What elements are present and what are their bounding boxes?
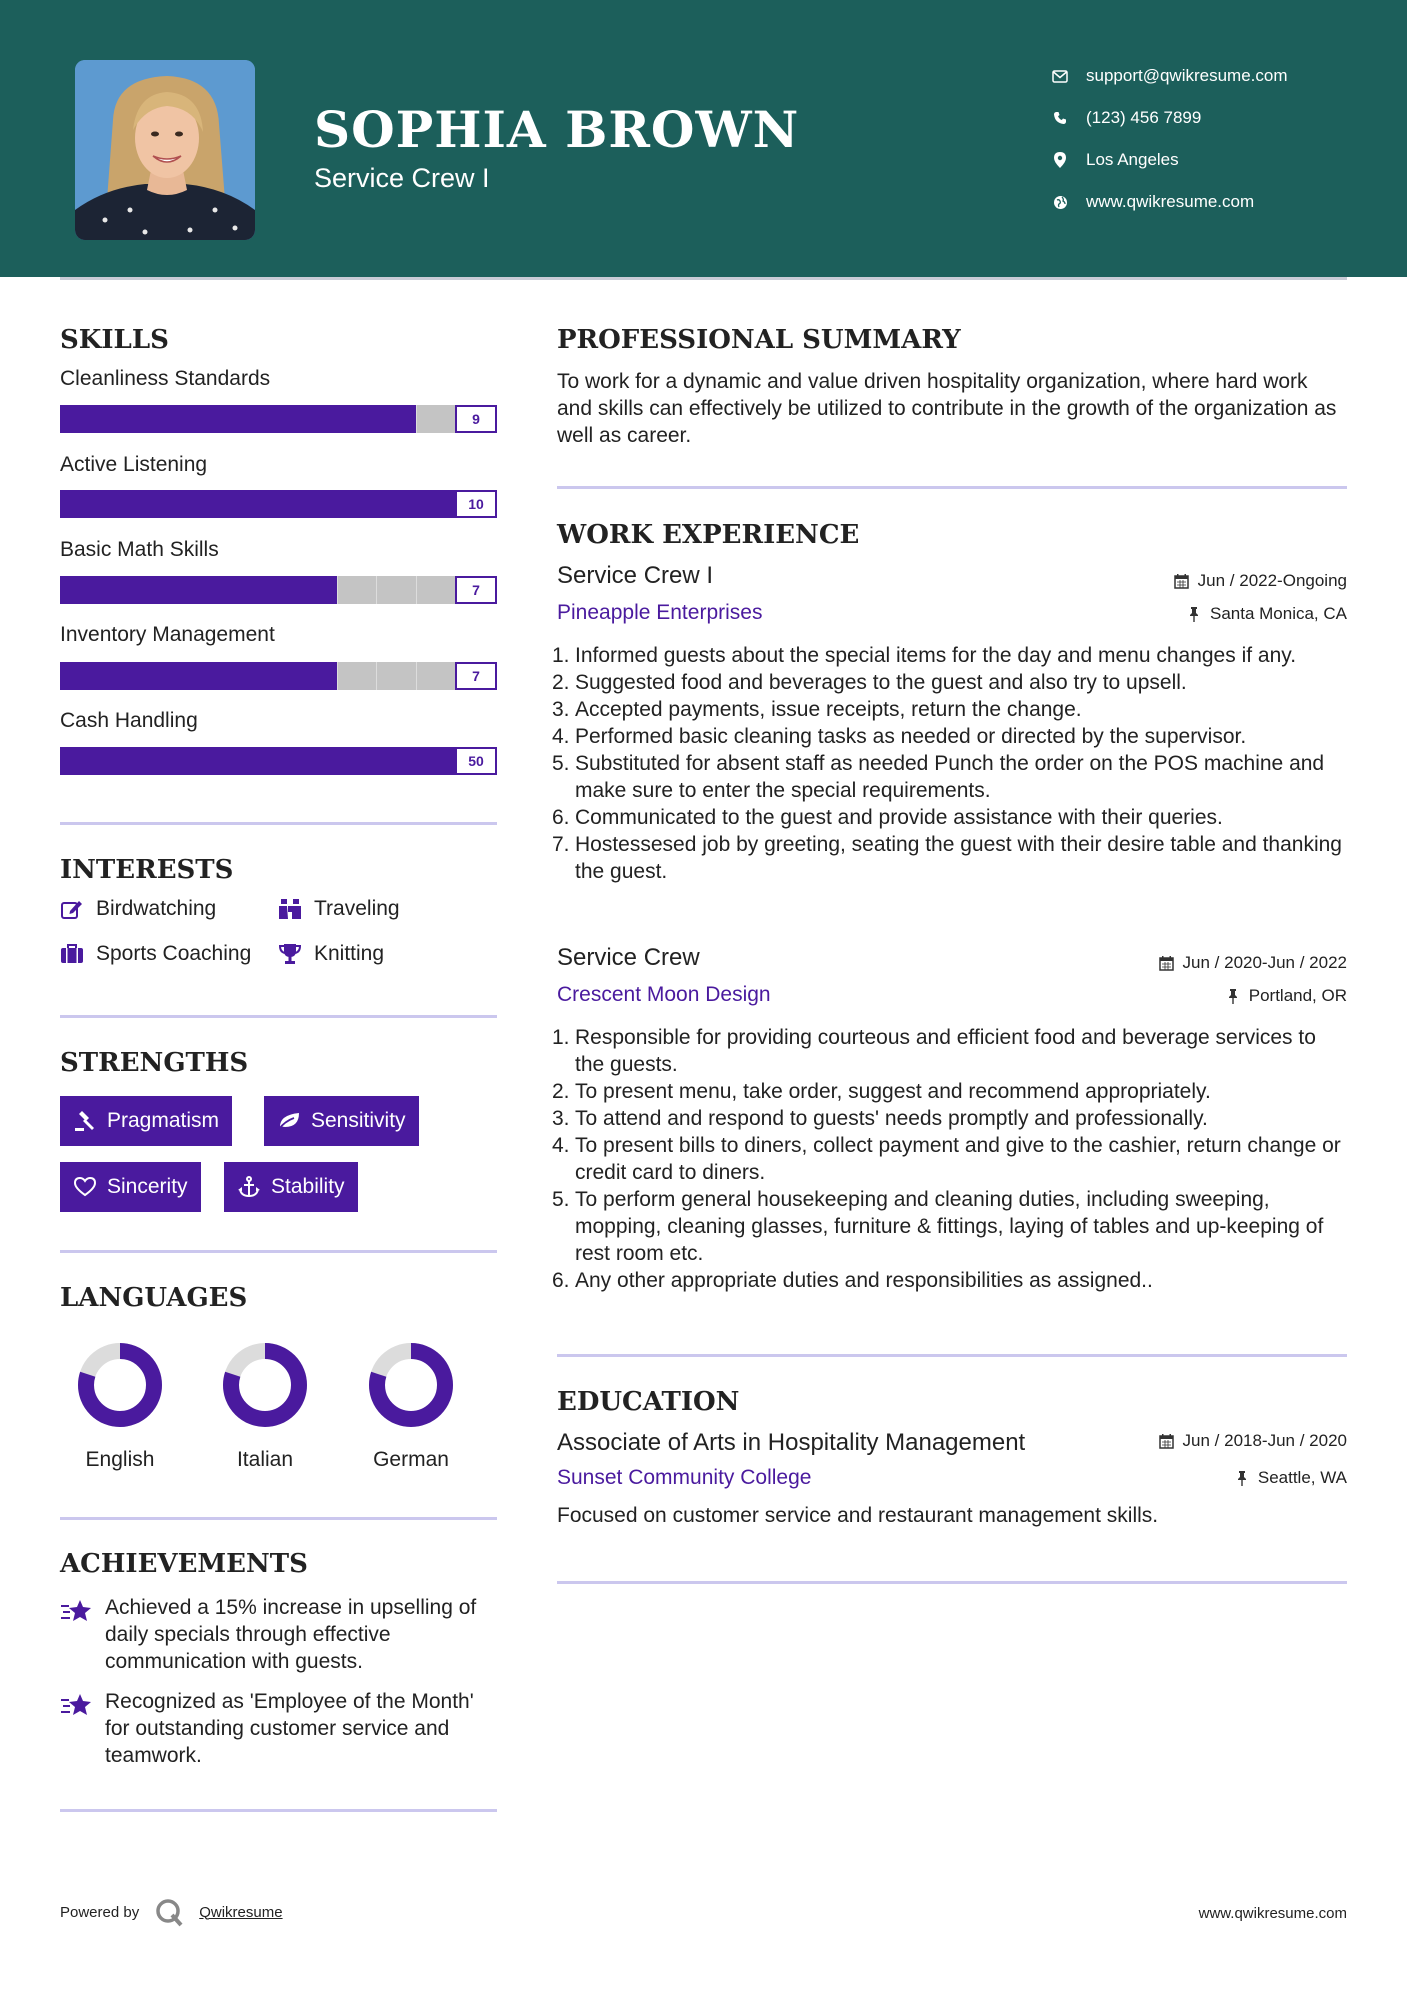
summary-heading: PROFESSIONAL SUMMARY: [557, 325, 961, 355]
skill-name: Basic Math Skills: [60, 538, 219, 561]
language-item: [351, 1340, 471, 1472]
achievement-item: [60, 1594, 497, 1675]
interests-heading: INTERESTS: [60, 855, 234, 885]
language-donut: [75, 1340, 165, 1430]
phone-icon: [1050, 108, 1070, 128]
strength-chip: [264, 1096, 419, 1146]
skills-heading: SKILLS: [60, 325, 169, 355]
section-divider: [60, 1809, 497, 1812]
duty-item: 2. Suggested food and beverages to the guest and also try to upsell.: [552, 671, 1187, 694]
envelope-icon: [1050, 66, 1070, 86]
language-name: Italian: [236, 1448, 294, 1471]
skill-name: Cleanliness Standards: [60, 367, 271, 390]
skill-value: 7: [455, 662, 497, 690]
interest-item: [60, 897, 216, 921]
achievements-heading: ACHIEVEMENTS: [60, 1549, 308, 1579]
job-location: [1225, 986, 1347, 1006]
globe-icon: [1050, 192, 1070, 212]
contact-list: [1050, 55, 1390, 223]
summary-text: To work for a dynamic and value driven hospitality organization, where hard work and skills can effectively be utilized to contribute in the growth of the organization as well as career.: [557, 370, 1337, 447]
calendar-icon: [1159, 955, 1175, 971]
skill-bar-empty-segment: [376, 576, 415, 604]
gavel-icon: [73, 1109, 97, 1133]
skill-value: 9: [455, 405, 497, 433]
education-description: Focused on customer service and restaurant management skills.: [557, 1504, 1159, 1527]
interest-item: [60, 942, 251, 966]
strengths-heading: STRENGTHS: [60, 1048, 249, 1078]
duty-item: 2. To present menu, take order, suggest and recommend appropriately.: [552, 1080, 1211, 1103]
language-item: [60, 1340, 180, 1472]
job-duties-list: [552, 642, 1347, 885]
qwikresume-link[interactable]: Qwikresume: [199, 1903, 283, 1921]
edit-icon: [60, 897, 84, 921]
duty-item: 1. Informed guests about the special items for the day and menu changes if any.: [552, 644, 1297, 667]
duty-item: 5. To perform general housekeeping and cleaning duties, including sweeping, mopping, cleaning glasses, furniture & fittings, laying of tables and up-keeping of rest room etc.: [552, 1188, 1324, 1265]
skill-bar-fill: [60, 662, 337, 690]
profile-photo: [75, 60, 255, 240]
skill-bar-fill: [60, 490, 455, 518]
strength-chip: [60, 1162, 201, 1212]
skill-bar: [60, 662, 497, 690]
calendar-icon: [1174, 573, 1190, 589]
language-name: English: [85, 1448, 155, 1471]
strength-label: Sensitivity: [311, 1109, 406, 1132]
section-divider: [557, 486, 1347, 489]
briefcase-icon: [60, 942, 84, 966]
languages-heading: LANGUAGES: [60, 1283, 248, 1313]
skill-value: 7: [455, 576, 497, 604]
section-divider: [60, 1517, 497, 1520]
calendar-icon: [1159, 1433, 1175, 1449]
skill-bar-empty-segment: [337, 576, 376, 604]
skill-bar-empty-segment: [416, 405, 455, 433]
education-location-text: Seattle, WA: [1257, 1468, 1347, 1487]
contact-location-text: Los Angeles: [1086, 150, 1179, 169]
duty-item: 1. Responsible for providing courteous and efficient food and beverage services to the guests.: [552, 1026, 1316, 1076]
duty-item: 6. Any other appropriate duties and responsibilities as assigned..: [552, 1269, 1153, 1292]
skill-bar: [60, 747, 497, 775]
trophy-icon: [278, 942, 302, 966]
footer-powered-by: [60, 1897, 283, 1927]
strength-label: Pragmatism: [107, 1109, 220, 1132]
shooting-star-icon: [60, 1594, 94, 1628]
duty-item: 7. Hostessesed job by greeting, seating the guest with their desire table and thanking the guest.: [552, 833, 1342, 883]
skill-bar-empty-segment: [337, 662, 376, 690]
interest-label: Traveling: [314, 897, 400, 920]
skill-bar: [60, 490, 497, 518]
skill-bar-fill: [60, 405, 416, 433]
binoculars-icon: [278, 897, 302, 921]
contact-phone[interactable]: [1050, 97, 1390, 139]
section-divider: [557, 1354, 1347, 1357]
education-heading: EDUCATION: [557, 1387, 740, 1417]
section-divider: [60, 822, 497, 825]
duty-item: 4. Performed basic cleaning tasks as needed or directed by the supervisor.: [552, 725, 1247, 748]
duty-item: 5. Substituted for absent staff as needed Punch the order on the POS machine and make sure to enter the special requirements.: [552, 752, 1325, 802]
duty-item: 6. Communicated to the guest and provide assistance with their queries.: [552, 806, 1223, 829]
company-name: Pineapple Enterprises: [557, 601, 763, 624]
duty-item: 3. Accepted payments, issue receipts, return the change.: [552, 698, 1082, 721]
resume-header: [0, 0, 1407, 277]
interest-label: Birdwatching: [96, 897, 217, 920]
candidate-title: Service Crew I: [314, 163, 490, 193]
strength-chip: [224, 1162, 358, 1212]
skill-name: Active Listening: [60, 453, 208, 476]
degree-title: Associate of Arts in Hospitality Management: [557, 1429, 1026, 1456]
achievement-text: Achieved a 15% increase in upselling of daily specials through effective communication with guests.: [105, 1596, 477, 1673]
strength-label: Stability: [271, 1175, 345, 1198]
pin-icon: [1186, 606, 1202, 622]
leaf-icon: [277, 1109, 301, 1133]
achievement-item: [60, 1688, 497, 1769]
interest-label: Sports Coaching: [96, 942, 252, 965]
duty-item: 4. To present bills to diners, collect payment and give to the cashier, return change or credit card to diners.: [552, 1134, 1341, 1184]
skill-name: Inventory Management: [60, 623, 275, 646]
skill-bar-fill: [60, 576, 337, 604]
duty-item: 3. To attend and respond to guests' needs promptly and professionally.: [552, 1107, 1208, 1130]
job-dates: [1159, 953, 1347, 973]
strength-label: Sincerity: [107, 1175, 188, 1198]
contact-website[interactable]: [1050, 181, 1390, 223]
language-donut: [366, 1340, 456, 1430]
pin-icon: [1225, 988, 1241, 1004]
skill-value: 50: [455, 747, 497, 775]
skill-bar: [60, 576, 497, 604]
strength-chip: [60, 1096, 232, 1146]
job-dates-text: Jun / 2022-Ongoing: [1197, 571, 1347, 590]
school-name: Sunset Community College: [557, 1466, 812, 1489]
contact-email[interactable]: [1050, 55, 1390, 97]
powered-by-label: Powered by: [60, 1903, 140, 1921]
job-location-text: Santa Monica, CA: [1209, 604, 1347, 623]
section-divider: [557, 1581, 1347, 1584]
experience-heading: WORK EXPERIENCE: [557, 520, 860, 550]
education-dates: [1159, 1431, 1347, 1451]
pin-icon: [1234, 1470, 1250, 1486]
interest-label: Knitting: [314, 942, 385, 965]
job-title: Service Crew I: [557, 562, 714, 589]
skill-bar-fill: [60, 747, 455, 775]
achievement-text: Recognized as 'Employee of the Month' for outstanding customer service and teamwork.: [105, 1690, 474, 1767]
contact-phone-text: (123) 456 7899: [1086, 108, 1202, 127]
language-name: German: [373, 1448, 449, 1471]
header-divider: [60, 277, 1347, 280]
contact-email-text: support@qwikresume.com: [1086, 66, 1288, 85]
skill-bar-empty-segment: [416, 576, 455, 604]
skill-name: Cash Handling: [60, 709, 198, 732]
contact-website-text: www.qwikresume.com: [1086, 192, 1255, 211]
heart-icon: [73, 1175, 97, 1199]
job-location: [1186, 604, 1347, 624]
education-location: [1234, 1468, 1347, 1488]
job-title: Service Crew: [557, 944, 700, 971]
job-location-text: Portland, OR: [1248, 986, 1347, 1005]
job-dates-text: Jun / 2020-Jun / 2022: [1182, 953, 1347, 972]
skill-value: 10: [455, 490, 497, 518]
shooting-star-icon: [60, 1688, 94, 1722]
interest-item: [278, 897, 400, 921]
language-item: [205, 1340, 325, 1472]
skill-bar-empty-segment: [416, 662, 455, 690]
language-donut: [220, 1340, 310, 1430]
education-dates-text: Jun / 2018-Jun / 2020: [1182, 1431, 1347, 1450]
anchor-icon: [237, 1175, 261, 1199]
interest-item: [278, 942, 384, 966]
company-name: Crescent Moon Design: [557, 983, 771, 1006]
candidate-name: SOPHIA BROWN: [314, 100, 800, 159]
qwikresume-logo-icon: [154, 1897, 184, 1927]
job-dates: [1174, 571, 1347, 591]
job-duties-list: [552, 1024, 1347, 1294]
skill-bar: [60, 405, 497, 433]
map-pin-icon: [1050, 150, 1070, 170]
section-divider: [60, 1250, 497, 1253]
section-divider: [60, 1015, 497, 1018]
footer-url[interactable]: www.qwikresume.com: [1198, 1905, 1347, 1922]
contact-location: [1050, 139, 1390, 181]
skill-bar-empty-segment: [376, 662, 415, 690]
